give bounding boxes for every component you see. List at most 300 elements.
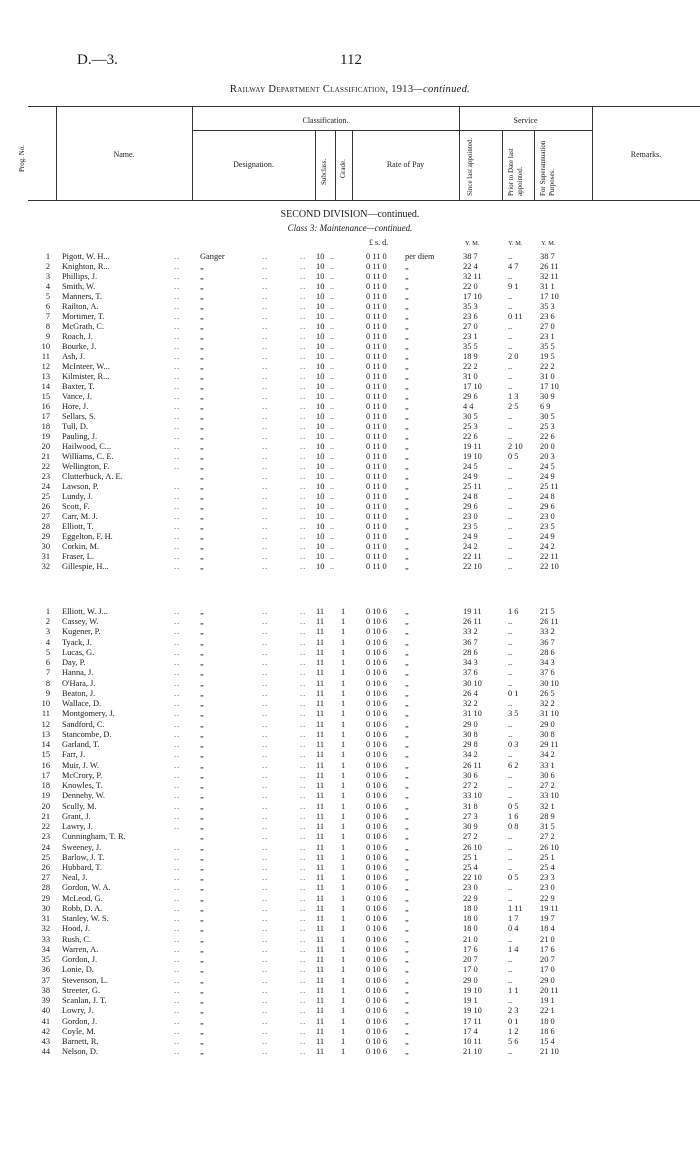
document-code: D.—3.: [77, 52, 118, 68]
name-cell: Sellars, S.: [62, 412, 96, 421]
table-row: [0, 883, 700, 893]
leader-dots: ..: [174, 658, 181, 668]
leader-dots: ..: [300, 842, 307, 852]
rate-cell: 0 10 6: [366, 934, 387, 944]
designation-cell: „: [200, 668, 204, 678]
designation-cell: „: [200, 1026, 204, 1036]
designation-cell: „: [200, 903, 204, 913]
name-cell: Kugener, P.: [62, 627, 101, 637]
rate-cell: 0 10 6: [366, 770, 387, 780]
service-super-cell: 21 5: [540, 607, 555, 616]
service-since-cell: 18 0: [463, 903, 478, 913]
prog-no-cell: 5: [45, 647, 50, 657]
service-since-cell: 34 2: [463, 750, 478, 760]
service-since-cell: 17 0: [463, 965, 478, 975]
rate-cell: 0 11 0: [366, 562, 387, 571]
prog-no-cell: 39: [41, 996, 50, 1006]
rate-cell: 0 10 6: [366, 863, 387, 872]
leader-dots: ..: [174, 1006, 181, 1016]
designation-cell: „: [200, 512, 204, 521]
prog-no-cell: 25: [41, 852, 50, 862]
per-diem-cell: „: [405, 1016, 409, 1026]
leader-dots: ..: [262, 934, 269, 944]
service-since-cell: 27 3: [463, 811, 478, 821]
leader-dots: ..: [262, 552, 269, 561]
grade-cell: 1: [341, 975, 346, 985]
leader-dots: ..: [262, 801, 269, 811]
name-cell: Tull, D.: [62, 422, 88, 431]
grade-cell: 1: [341, 852, 346, 862]
table-row: [0, 935, 700, 945]
subclass-cell: 11: [316, 1037, 325, 1047]
service-since-cell: 19 10: [463, 452, 482, 461]
service-since-cell: 38 7: [463, 252, 478, 261]
designation-cell: „: [200, 637, 204, 647]
leader-dots: ..: [262, 422, 269, 431]
leader-dots: ..: [262, 668, 269, 678]
leader-dots: ..: [262, 719, 269, 729]
table-row: [0, 492, 700, 502]
rate-cell: 0 11 0: [366, 392, 387, 401]
table-row: [0, 761, 700, 771]
name-cell: Sweeney, J.: [62, 842, 102, 852]
table-row: [0, 382, 700, 392]
per-diem-cell: „: [405, 332, 409, 341]
service-super-cell: 19 7: [540, 914, 555, 924]
prog-no-cell: 22: [41, 462, 50, 471]
service-since-cell: 31 8: [463, 801, 478, 811]
subclass-cell: 11: [316, 709, 325, 719]
leader-dots: ..: [300, 647, 307, 657]
per-diem-cell: „: [405, 282, 409, 291]
prog-no-cell: 13: [41, 372, 50, 381]
leader-dots: ..: [300, 422, 307, 431]
leader-dots: ..: [262, 402, 269, 411]
leader-dots: ..: [174, 668, 181, 678]
designation-cell: „: [200, 791, 204, 801]
service-since-cell: 26 10: [463, 842, 482, 852]
leader-dots: ..: [300, 863, 307, 872]
rule-v7: [502, 130, 503, 200]
leader-dots: ..: [262, 522, 269, 531]
leader-dots: ..: [330, 292, 335, 301]
leader-dots: ..: [300, 770, 307, 780]
table-row: [0, 976, 700, 986]
service-prior-cell: ..: [508, 975, 513, 985]
designation-cell: „: [200, 801, 204, 811]
leader-dots: ..: [300, 362, 307, 371]
rate-cell: 0 11 0: [366, 362, 387, 371]
prog-no-cell: 20: [41, 801, 50, 811]
leader-dots: ..: [262, 1047, 269, 1057]
leader-dots: ..: [174, 312, 181, 321]
subclass-cell: 10: [316, 342, 325, 351]
leader-dots: ..: [174, 719, 181, 729]
leader-dots: ..: [262, 1026, 269, 1036]
rate-cell: 0 11 0: [366, 522, 387, 531]
rate-cell: 0 10 6: [366, 811, 387, 821]
leader-dots: ..: [300, 934, 307, 944]
leader-dots: ..: [174, 965, 181, 975]
rule-v4: [335, 130, 336, 200]
rate-cell: 0 11 0: [366, 302, 387, 311]
leader-dots: ..: [300, 996, 307, 1006]
service-prior-cell: ..: [508, 965, 513, 975]
prog-no-cell: 23: [41, 472, 50, 481]
designation-cell: „: [200, 924, 204, 934]
service-prior-cell: ..: [508, 729, 513, 739]
per-diem-cell: „: [405, 985, 409, 995]
name-cell: McLeod, G.: [62, 893, 103, 903]
table-row: [0, 750, 700, 760]
leader-dots: ..: [174, 627, 181, 637]
rate-cell: 0 11 0: [366, 282, 387, 291]
subclass-cell: 10: [316, 462, 325, 471]
leader-dots: ..: [300, 382, 307, 391]
prog-no-cell: 29: [41, 893, 50, 903]
leader-dots: ..: [330, 362, 335, 371]
service-prior-cell: ..: [508, 934, 513, 944]
rate-cell: 0 11 0: [366, 472, 387, 481]
leader-dots: ..: [300, 432, 307, 441]
service-since-cell: 4 4: [463, 402, 474, 411]
designation-cell: „: [200, 832, 204, 842]
designation-cell: „: [200, 719, 204, 729]
prog-no-cell: 27: [41, 512, 50, 521]
prog-no-cell: 19: [41, 432, 50, 441]
service-since-cell: 30 9: [463, 822, 478, 832]
service-super-cell: 6 9: [540, 402, 551, 411]
service-prior-cell: ..: [508, 617, 513, 627]
name-cell: Stancombe, D.: [62, 729, 112, 739]
name-cell: Williams, C. E.: [62, 452, 114, 461]
prog-no-cell: 32: [41, 562, 50, 571]
table-row: [0, 552, 700, 562]
service-prior-cell: ..: [508, 647, 513, 657]
table-row: [0, 648, 700, 658]
leader-dots: ..: [300, 272, 307, 281]
leader-dots: ..: [330, 342, 335, 351]
prog-no-cell: 12: [41, 362, 50, 371]
subclass-cell: 10: [316, 402, 325, 411]
table-row: [0, 442, 700, 452]
grade-cell: 1: [341, 822, 346, 832]
leader-dots: ..: [174, 699, 181, 709]
leader-dots: ..: [300, 372, 307, 381]
leader-dots: ..: [330, 352, 335, 361]
per-diem-cell: „: [405, 392, 409, 401]
rate-cell: 0 10 6: [366, 1047, 387, 1057]
per-diem-cell: „: [405, 402, 409, 411]
leader-dots: ..: [262, 412, 269, 421]
leader-dots: ..: [262, 873, 269, 883]
grade-cell: 1: [341, 750, 346, 760]
leader-dots: ..: [262, 791, 269, 801]
designation-cell: „: [200, 750, 204, 760]
unit-ym-super: Y. M.: [541, 240, 556, 247]
prog-no-cell: 4: [45, 282, 50, 291]
leader-dots: ..: [330, 522, 335, 531]
leader-dots: ..: [262, 914, 269, 924]
rate-cell: 0 10 6: [366, 832, 387, 842]
leader-dots: ..: [300, 811, 307, 821]
service-since-cell: 27 2: [463, 832, 478, 842]
service-since-cell: 18 0: [463, 914, 478, 924]
leader-dots: ..: [174, 729, 181, 739]
leader-dots: ..: [262, 647, 269, 657]
service-super-cell: 29 11: [540, 740, 559, 750]
service-super-cell: 21 0: [540, 934, 555, 944]
leader-dots: ..: [330, 312, 335, 321]
service-since-cell: 17 11: [463, 1016, 482, 1026]
service-since-cell: 31 10: [463, 709, 482, 719]
grade-cell: 1: [341, 873, 346, 883]
service-prior-cell: ..: [508, 372, 513, 381]
grade-cell: 1: [341, 617, 346, 627]
leader-dots: ..: [300, 709, 307, 719]
per-diem-cell: „: [405, 412, 409, 421]
leader-dots: ..: [262, 770, 269, 780]
name-cell: Baxter, T.: [62, 382, 95, 391]
leader-dots: ..: [300, 522, 307, 531]
service-super-cell: 23 3: [540, 873, 555, 883]
table-row: [0, 1027, 700, 1037]
designation-cell: „: [200, 362, 204, 371]
prog-no-cell: 13: [41, 729, 50, 739]
designation-cell: „: [200, 975, 204, 985]
service-since-cell: 25 11: [463, 482, 482, 491]
service-super-cell: 30 10: [540, 678, 559, 688]
service-super-cell: 26 10: [540, 842, 559, 852]
service-prior-cell: ..: [508, 252, 513, 261]
rate-cell: 0 11 0: [366, 552, 387, 561]
per-diem-cell: „: [405, 924, 409, 934]
rate-cell: 0 10 6: [366, 781, 387, 791]
service-prior-cell: 2 10: [508, 442, 523, 451]
service-prior-cell: 4 7: [508, 262, 519, 271]
leader-dots: ..: [174, 252, 181, 261]
rate-cell: 0 10 6: [366, 699, 387, 709]
per-diem-cell: „: [405, 781, 409, 791]
prog-no-cell: 44: [41, 1047, 50, 1057]
subclass-cell: 10: [316, 302, 325, 311]
unit-ym-since: Y. M.: [465, 240, 480, 247]
per-diem-cell: „: [405, 472, 409, 481]
rate-cell: 0 10 6: [366, 975, 387, 985]
subclass-cell: 11: [316, 893, 325, 903]
designation-cell: „: [200, 873, 204, 883]
service-super-cell: 29 0: [540, 719, 555, 729]
leader-dots: ..: [174, 542, 181, 551]
leader-dots: ..: [174, 617, 181, 627]
table-row: [0, 272, 700, 282]
service-prior-cell: 0 3: [508, 740, 519, 750]
grade-cell: 1: [341, 668, 346, 678]
subclass-cell: 11: [316, 811, 325, 821]
header-name: Name.: [113, 150, 135, 159]
service-super-cell: 26 5: [540, 688, 555, 698]
leader-dots: ..: [300, 668, 307, 678]
subclass-cell: 11: [316, 1047, 325, 1057]
leader-dots: ..: [300, 1047, 307, 1057]
prog-no-cell: 7: [45, 668, 50, 678]
subclass-cell: 11: [316, 740, 325, 750]
leader-dots: ..: [174, 903, 181, 913]
table-row: [0, 392, 700, 402]
table-row: [0, 873, 700, 883]
service-super-cell: 20 7: [540, 955, 555, 965]
rate-cell: 0 11 0: [366, 442, 387, 451]
leader-dots: ..: [330, 542, 335, 551]
prog-no-cell: 28: [41, 522, 50, 531]
service-prior-cell: ..: [508, 472, 513, 481]
rate-cell: 0 11 0: [366, 262, 387, 271]
leader-dots: ..: [330, 412, 335, 421]
leader-dots: ..: [174, 1016, 181, 1026]
service-super-cell: 38 7: [540, 252, 555, 261]
service-prior-cell: 2 5: [508, 402, 519, 411]
name-cell: Hore, J.: [62, 402, 89, 411]
leader-dots: ..: [174, 842, 181, 852]
grade-cell: 1: [341, 944, 346, 954]
grade-cell: 1: [341, 811, 346, 821]
service-prior-cell: 0 5: [508, 452, 519, 461]
per-diem-cell: per diem: [405, 252, 435, 261]
leader-dots: ..: [174, 781, 181, 791]
leader-dots: ..: [300, 607, 307, 616]
service-super-cell: 35 3: [540, 302, 555, 311]
leader-dots: ..: [174, 1026, 181, 1036]
designation-cell: „: [200, 729, 204, 739]
per-diem-cell: „: [405, 607, 409, 616]
per-diem-cell: „: [405, 1006, 409, 1016]
leader-dots: ..: [262, 492, 269, 501]
name-cell: Gordon, W. A.: [62, 883, 111, 893]
prog-no-cell: 30: [41, 903, 50, 913]
service-since-cell: 25 4: [463, 863, 478, 872]
leader-dots: ..: [174, 552, 181, 561]
name-cell: Gordon, J.: [62, 1016, 98, 1026]
name-cell: McGrath, C.: [62, 322, 105, 331]
service-since-cell: 30 10: [463, 678, 482, 688]
title-continued: —continued.: [413, 84, 471, 95]
name-cell: Cunningham, T. R.: [62, 832, 126, 842]
leader-dots: ..: [300, 822, 307, 832]
subclass-cell: 11: [316, 914, 325, 924]
name-cell: Hailwood, C...: [62, 442, 112, 451]
leader-dots: ..: [262, 924, 269, 934]
designation-cell: „: [200, 272, 204, 281]
leader-dots: ..: [174, 607, 181, 616]
name-cell: Wallace, D.: [62, 699, 102, 709]
per-diem-cell: „: [405, 262, 409, 271]
table-row: [0, 252, 700, 262]
leader-dots: ..: [300, 791, 307, 801]
prog-no-cell: 5: [45, 292, 50, 301]
leader-dots: ..: [300, 729, 307, 739]
name-cell: Muir, J. W.: [62, 760, 100, 770]
service-prior-cell: 1 11: [508, 903, 523, 913]
leader-dots: ..: [262, 282, 269, 291]
rule-v8: [534, 130, 535, 200]
grade-cell: 1: [341, 1006, 346, 1016]
rate-cell: 0 11 0: [366, 432, 387, 441]
per-diem-cell: „: [405, 750, 409, 760]
leader-dots: ..: [262, 678, 269, 688]
grade-cell: 1: [341, 842, 346, 852]
leader-dots: ..: [330, 322, 335, 331]
grade-cell: 1: [341, 740, 346, 750]
service-super-cell: 33 10: [540, 791, 559, 801]
leader-dots: ..: [300, 502, 307, 511]
rate-cell: 0 11 0: [366, 532, 387, 541]
name-cell: Gordon, J.: [62, 955, 98, 965]
leader-dots: ..: [330, 372, 335, 381]
leader-dots: ..: [262, 562, 269, 571]
header-since: Since last appointed.: [466, 137, 474, 196]
leader-dots: ..: [262, 462, 269, 471]
leader-dots: ..: [174, 760, 181, 770]
table-row: [0, 822, 700, 832]
designation-cell: „: [200, 552, 204, 561]
subclass-cell: 11: [316, 781, 325, 791]
service-prior-cell: ..: [508, 322, 513, 331]
leader-dots: ..: [300, 452, 307, 461]
table-row: [0, 462, 700, 472]
leader-dots: ..: [300, 392, 307, 401]
service-super-cell: 25 4: [540, 863, 555, 872]
leader-dots: ..: [300, 627, 307, 637]
service-super-cell: 20 11: [540, 985, 559, 995]
service-prior-cell: ..: [508, 1047, 513, 1057]
rate-cell: 0 10 6: [366, 647, 387, 657]
per-diem-cell: „: [405, 934, 409, 944]
leader-dots: ..: [174, 342, 181, 351]
per-diem-cell: „: [405, 372, 409, 381]
service-super-cell: 34 2: [540, 750, 555, 760]
subclass-cell: 11: [316, 729, 325, 739]
prog-no-cell: 1: [45, 252, 50, 261]
per-diem-cell: „: [405, 955, 409, 965]
rate-cell: 0 10 6: [366, 658, 387, 668]
leader-dots: ..: [174, 934, 181, 944]
leader-dots: ..: [174, 452, 181, 461]
table-row: [0, 832, 700, 842]
service-since-cell: 26 4: [463, 688, 478, 698]
subclass-cell: 10: [316, 512, 325, 521]
subclass-cell: 11: [316, 883, 325, 893]
rate-cell: 0 10 6: [366, 955, 387, 965]
service-prior-cell: ..: [508, 791, 513, 801]
leader-dots: ..: [300, 292, 307, 301]
rate-cell: 0 10 6: [366, 1016, 387, 1026]
subclass-cell: 10: [316, 542, 325, 551]
leader-dots: ..: [262, 617, 269, 627]
service-prior-cell: 5 6: [508, 1037, 519, 1047]
header-designation: Designation.: [233, 160, 274, 169]
per-diem-cell: „: [405, 965, 409, 975]
subclass-cell: 11: [316, 750, 325, 760]
subclass-cell: 11: [316, 647, 325, 657]
prog-no-cell: 7: [45, 312, 50, 321]
leader-dots: ..: [174, 647, 181, 657]
prog-no-cell: 38: [41, 985, 50, 995]
prog-no-cell: 2: [45, 617, 50, 627]
service-prior-cell: ..: [508, 272, 513, 281]
per-diem-cell: „: [405, 688, 409, 698]
prog-no-cell: 25: [41, 492, 50, 501]
service-since-cell: 17 10: [463, 292, 482, 301]
